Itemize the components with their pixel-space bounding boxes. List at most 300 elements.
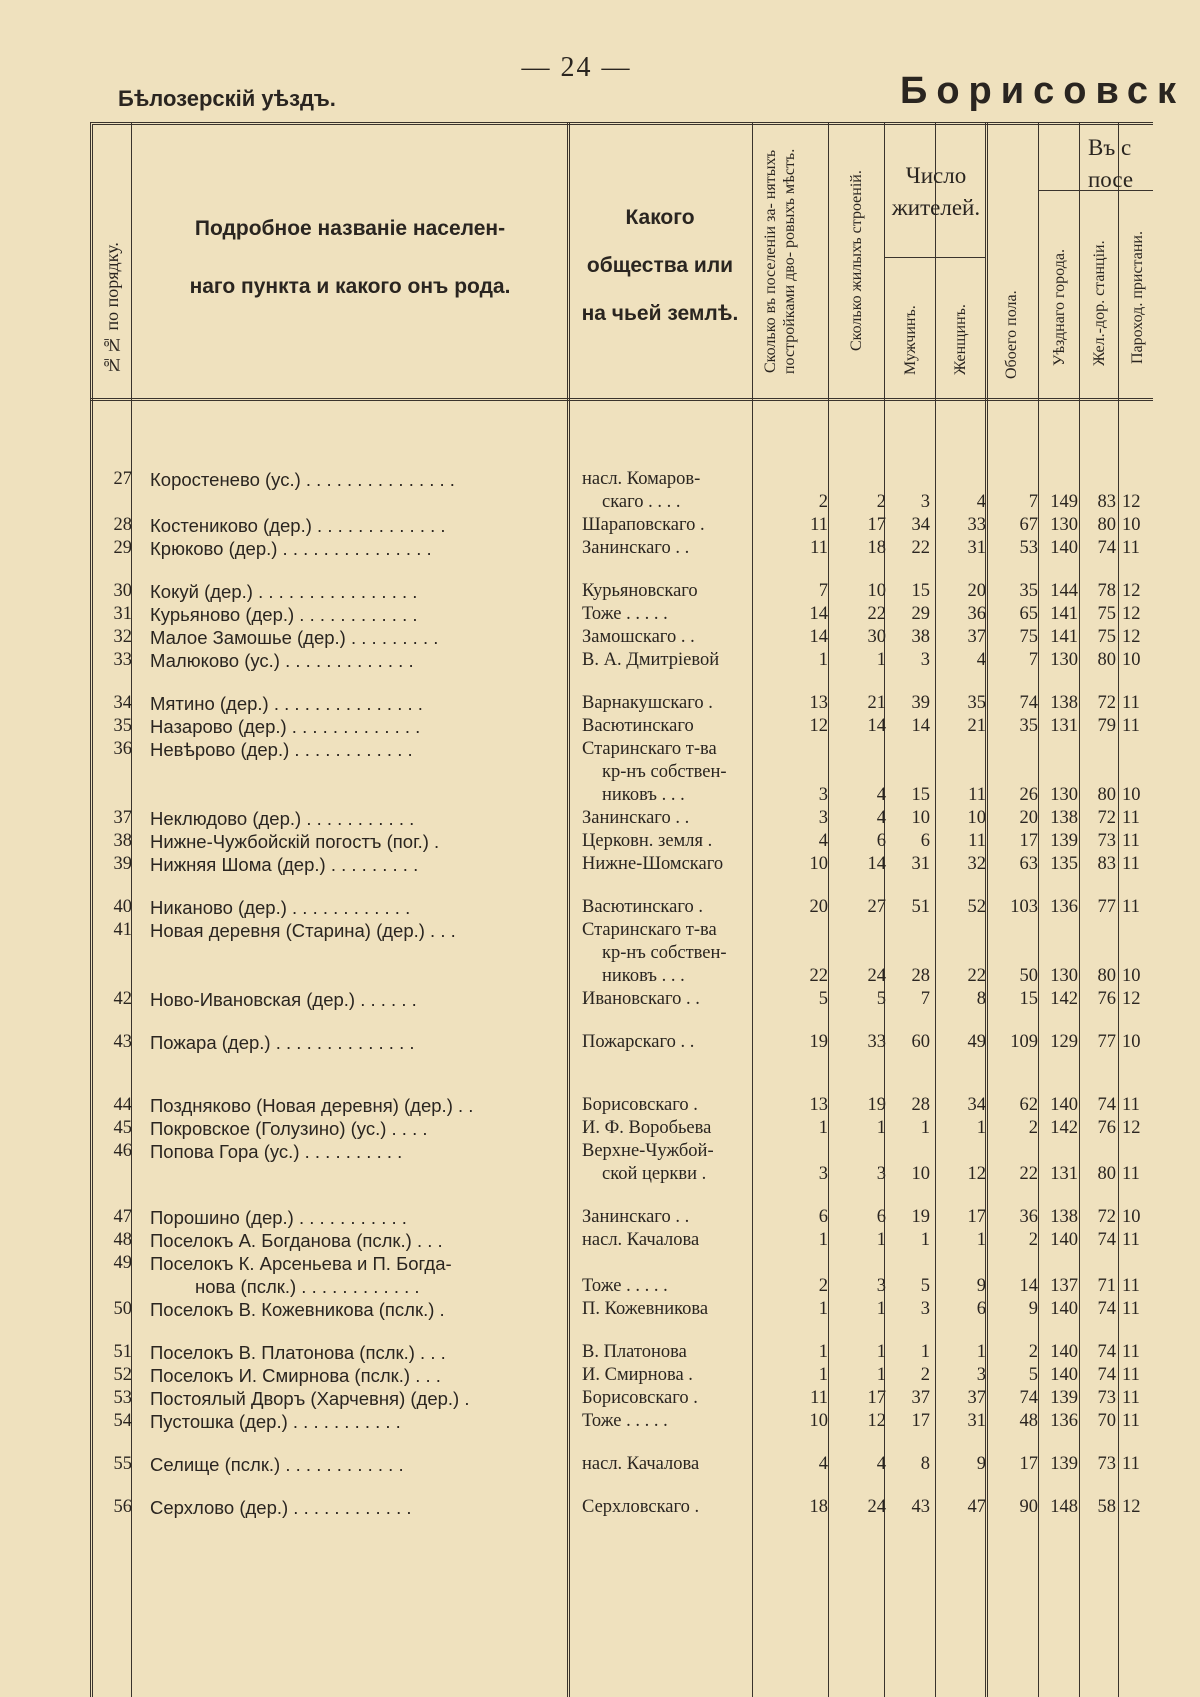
buildings-cell: 19 [867,1095,886,1115]
buildings-cell: 24 [867,966,886,986]
places-cell: 2 [818,492,828,512]
society-name: Церковн. земля . [582,831,713,851]
table-row [0,514,1153,537]
dist-rail-cell: 71 [1097,1276,1116,1296]
places-cell: 11 [810,538,828,558]
row-number: 46 [113,1141,132,1161]
dist-rail-cell: 78 [1097,581,1116,601]
table-row [0,1140,1153,1163]
table-row [0,468,1153,491]
dist-rail-cell: 76 [1097,989,1116,1009]
row-number: 42 [113,989,132,1009]
buildings-cell: 4 [876,785,886,805]
settlement-name: Нижне-Чужбойскій погостъ (пог.) . [150,831,440,852]
dist-city-cell: 136 [1050,897,1078,917]
settlement-name: Селище (пслк.) . . . . . . . . . . . . [150,1454,404,1475]
society-name: Верхне-Чужбой- [582,1141,714,1161]
dist-pier-cell: 10 [1122,785,1141,805]
dist-city-cell: 142 [1050,1118,1078,1138]
dist-city-cell: 140 [1050,538,1078,558]
row-number: 31 [113,604,132,624]
table-row [0,1252,1153,1275]
settlement-name: Крюково (дер.) . . . . . . . . . . . . . . . [150,538,432,559]
table-row [0,965,1153,988]
buildings-cell: 1 [876,1342,886,1362]
row-number: 29 [113,538,132,558]
female-cell: 37 [967,627,986,647]
male-cell: 60 [911,1032,930,1052]
row-number: 34 [113,693,132,713]
male-cell: 6 [920,831,930,851]
total-cell: 9 [1028,1299,1038,1319]
total-cell: 103 [1010,897,1038,917]
total-cell: 5 [1028,1365,1038,1385]
row-number: 36 [113,739,132,759]
dist-rail-cell: 80 [1097,515,1116,535]
dist-rail-cell: 74 [1097,1299,1116,1319]
dist-pier-cell: 11 [1122,716,1140,736]
male-cell: 19 [911,1207,930,1227]
society-name: кр-нъ собствен- [602,943,727,963]
dist-rail-cell: 80 [1097,1164,1116,1184]
table-row [0,649,1153,672]
male-cell: 8 [920,1454,930,1474]
table-row [0,1229,1153,1252]
table-row [0,1094,1153,1117]
row-number: 47 [113,1207,132,1227]
male-cell: 3 [920,1299,930,1319]
total-cell: 35 [1019,581,1038,601]
settlement-name: Поселокъ К. Арсеньева и П. Богда- [150,1253,452,1274]
society-name: Борисовскаго . [582,1095,698,1115]
table-row [0,1031,1153,1054]
table-row [0,1453,1153,1476]
dist-city-cell: 131 [1050,716,1078,736]
buildings-cell: 27 [867,897,886,917]
dist-rail-cell: 73 [1097,831,1116,851]
table-row [0,830,1153,853]
buildings-cell: 24 [867,1497,886,1517]
female-cell: 8 [976,989,986,1009]
buildings-cell: 4 [876,1454,886,1474]
female-cell: 4 [976,492,986,512]
buildings-cell: 3 [876,1276,886,1296]
district-title: Бѣлозерскій уѣздъ. [118,86,336,111]
places-cell: 4 [818,831,828,851]
society-name: никовъ . . . [602,785,685,805]
society-name: Занинскаго . . [582,538,690,558]
settlement-name: Новая деревня (Старина) (дер.) . . . [150,920,456,941]
dist-rail-cell: 83 [1097,854,1116,874]
dist-city-cell: 140 [1050,1095,1078,1115]
total-cell: 90 [1019,1497,1038,1517]
table-row [0,1496,1153,1519]
total-cell: 7 [1028,650,1038,670]
header-male: Мужчинъ. [902,305,919,375]
dist-pier-cell: 11 [1122,1388,1140,1408]
male-cell: 5 [920,1276,930,1296]
places-cell: 11 [810,1388,828,1408]
buildings-cell: 14 [867,716,886,736]
dist-pier-cell: 10 [1122,966,1141,986]
dist-city-cell: 138 [1050,1207,1078,1227]
buildings-cell: 12 [867,1411,886,1431]
total-cell: 53 [1019,538,1038,558]
dist-pier-cell: 10 [1122,1207,1141,1227]
dist-pier-cell: 10 [1122,650,1141,670]
dist-rail-cell: 72 [1097,808,1116,828]
table-row [0,603,1153,626]
female-cell: 11 [968,785,986,805]
settlement-name: Курьяново (дер.) . . . . . . . . . . . . [150,604,418,625]
places-cell: 20 [809,897,828,917]
dist-pier-cell: 11 [1122,1299,1140,1319]
female-cell: 4 [976,650,986,670]
female-cell: 21 [967,716,986,736]
dist-city-cell: 140 [1050,1342,1078,1362]
places-cell: 1 [818,1299,828,1319]
places-cell: 11 [810,515,828,535]
female-cell: 49 [967,1032,986,1052]
total-cell: 2 [1028,1342,1038,1362]
table-row [0,580,1153,603]
settlement-name: Никаново (дер.) . . . . . . . . . . . . [150,897,411,918]
female-cell: 33 [967,515,986,535]
female-cell: 9 [976,1276,986,1296]
header-dist-city: Уѣзднаго города. [1051,249,1068,367]
places-cell: 22 [809,966,828,986]
table-row [0,807,1153,830]
table-row [0,1410,1153,1433]
female-cell: 12 [967,1164,986,1184]
society-name: Замошскаго . . [582,627,695,647]
male-cell: 10 [911,808,930,828]
society-name: Ивановскаго . . [582,989,700,1009]
settlement-name: Покровское (Голузино) (ус.) . . . . [150,1118,428,1139]
dist-rail-cell: 74 [1097,1095,1116,1115]
dist-pier-cell: 12 [1122,604,1141,624]
dist-rail-cell: 74 [1097,538,1116,558]
row-number: 33 [113,650,132,670]
society-name: Старинскаго т-ва [582,920,717,940]
row-number: 43 [113,1032,132,1052]
dist-pier-cell: 11 [1122,1365,1140,1385]
row-number: 55 [113,1454,132,1474]
buildings-cell: 4 [876,808,886,828]
society-name: Борисовскаго . [582,1388,698,1408]
female-cell: 36 [967,604,986,624]
table-row [0,692,1153,715]
society-name: насл. Качалова [582,1230,700,1250]
dist-city-cell: 130 [1050,650,1078,670]
dist-rail-cell: 73 [1097,1454,1116,1474]
dist-pier-cell: 10 [1122,515,1141,535]
buildings-cell: 2 [876,492,886,512]
places-cell: 10 [809,1411,828,1431]
total-cell: 75 [1019,627,1038,647]
total-cell: 15 [1019,989,1038,1009]
dist-city-cell: 130 [1050,966,1078,986]
total-cell: 17 [1019,831,1038,851]
female-cell: 1 [976,1118,986,1138]
female-cell: 17 [967,1207,986,1227]
header-buildings: Сколько жилыхъ строеній. [848,170,865,352]
dist-city-cell: 138 [1050,808,1078,828]
total-cell: 35 [1019,716,1038,736]
dist-city-cell: 129 [1050,1032,1078,1052]
dist-pier-cell: 11 [1122,1454,1140,1474]
places-cell: 19 [809,1032,828,1052]
society-name: В. А. Дмитріевой [582,650,720,670]
total-cell: 109 [1010,1032,1038,1052]
page-number: — 24 — [521,52,632,83]
row-number: 44 [113,1095,132,1115]
society-name: И. Ф. Воробьева [582,1118,712,1138]
header-places: Сколько въ поселеніи за- нятыхъ постройками дво- ровыхъ мѣстъ. [762,148,798,374]
male-cell: 29 [911,604,930,624]
places-cell: 6 [818,1207,828,1227]
row-number: 48 [113,1230,132,1250]
male-cell: 3 [920,650,930,670]
table-row [0,1117,1153,1140]
settlement-name: Малое Замошье (дер.) . . . . . . . . . [150,627,439,648]
row-number: 53 [113,1388,132,1408]
table-row [0,919,1153,942]
settlement-name: Пустошка (дер.) . . . . . . . . . . . [150,1411,401,1432]
female-cell: 11 [968,831,986,851]
male-cell: 2 [920,1365,930,1385]
dist-city-cell: 131 [1050,1164,1078,1184]
female-cell: 10 [967,808,986,828]
society-name: Курьяновскаго [582,581,698,601]
places-cell: 13 [809,693,828,713]
male-cell: 28 [911,1095,930,1115]
settlement-name: Пожара (дер.) . . . . . . . . . . . . . . [150,1032,415,1053]
total-cell: 20 [1019,808,1038,828]
table-row [0,626,1153,649]
dist-rail-cell: 72 [1097,693,1116,713]
row-number: 38 [113,831,132,851]
dist-rail-cell: 70 [1097,1411,1116,1431]
settlement-name: Поздняково (Новая деревня) (дер.) . . [150,1095,474,1116]
dist-city-cell: 135 [1050,854,1078,874]
female-cell: 22 [967,966,986,986]
female-cell: 34 [967,1095,986,1115]
settlement-name: Порошино (дер.) . . . . . . . . . . . [150,1207,407,1228]
buildings-cell: 22 [867,604,886,624]
society-name: П. Кожевникова [582,1299,709,1319]
society-name: В. Платонова [582,1342,687,1362]
row-number: 30 [113,581,132,601]
row-number: 51 [113,1342,132,1362]
society-name: Занинскаго . . [582,808,690,828]
society-name: Тоже . . . . . [582,1276,668,1296]
header-number: №№ по порядку. [102,242,122,376]
table-row [0,491,1153,514]
male-cell: 31 [911,854,930,874]
dist-pier-cell: 11 [1122,693,1140,713]
dist-city-cell: 140 [1050,1299,1078,1319]
society-name: ской церкви . [602,1164,707,1184]
table-row [0,1298,1153,1321]
society-name: Васютинскаго [582,716,694,736]
dist-rail-cell: 72 [1097,1207,1116,1227]
female-cell: 1 [976,1342,986,1362]
dist-city-cell: 140 [1050,1230,1078,1250]
table-row [0,988,1153,1011]
row-number: 37 [113,808,132,828]
dist-rail-cell: 77 [1097,897,1116,917]
dist-rail-cell: 74 [1097,1230,1116,1250]
dist-pier-cell: 12 [1122,1118,1141,1138]
buildings-cell: 18 [867,538,886,558]
table-row [0,1341,1153,1364]
places-cell: 1 [818,650,828,670]
male-cell: 37 [911,1388,930,1408]
dist-city-cell: 148 [1050,1497,1078,1517]
settlement-name: Попова Гора (ус.) . . . . . . . . . . [150,1141,403,1162]
dist-city-cell: 140 [1050,1365,1078,1385]
settlement-name: Кокуй (дер.) . . . . . . . . . . . . . . . . [150,581,418,602]
society-name: Варнакушскаго . [582,693,713,713]
header-female: Женщинъ. [952,304,969,376]
settlement-name: Невѣрово (дер.) . . . . . . . . . . . . [150,739,413,760]
settlement-name: нова (пслк.) . . . . . . . . . . . . [195,1276,420,1297]
male-cell: 38 [911,627,930,647]
places-cell: 4 [818,1454,828,1474]
places-cell: 1 [818,1230,828,1250]
places-cell: 3 [818,785,828,805]
dist-city-cell: 136 [1050,1411,1078,1431]
dist-pier-cell: 12 [1122,581,1141,601]
male-cell: 17 [911,1411,930,1431]
total-cell: 2 [1028,1230,1038,1250]
total-cell: 14 [1019,1276,1038,1296]
buildings-cell: 1 [876,1230,886,1250]
total-cell: 63 [1019,854,1038,874]
places-cell: 1 [818,1342,828,1362]
settlement-name: Постоялый Дворъ (Харчевня) (дер.) . [150,1388,470,1409]
male-cell: 39 [911,693,930,713]
settlement-name: Мятино (дер.) . . . . . . . . . . . . . . . [150,693,423,714]
male-cell: 22 [911,538,930,558]
male-cell: 10 [911,1164,930,1184]
buildings-cell: 5 [876,989,886,1009]
header-population: Число жителей. [891,163,981,220]
dist-city-cell: 139 [1050,1388,1078,1408]
places-cell: 14 [809,627,828,647]
dist-pier-cell: 11 [1122,1095,1140,1115]
buildings-cell: 1 [876,1365,886,1385]
society-name: никовъ . . . [602,966,685,986]
society-name: Занинскаго . . [582,1207,690,1227]
places-cell: 7 [818,581,828,601]
header-distance: Въ с посе [1088,135,1134,192]
row-number: 39 [113,854,132,874]
female-cell: 47 [967,1497,986,1517]
population-subheader-line [884,257,985,258]
settlement-name: Серхлово (дер.) . . . . . . . . . . . . [150,1497,412,1518]
table-row [0,1275,1153,1298]
society-name: Пожарскаго . . [582,1032,695,1052]
places-cell: 18 [809,1497,828,1517]
total-cell: 65 [1019,604,1038,624]
dist-rail-cell: 80 [1097,650,1116,670]
row-number: 52 [113,1365,132,1385]
row-number: 49 [113,1253,132,1273]
dist-pier-cell: 11 [1122,854,1140,874]
buildings-cell: 33 [867,1032,886,1052]
dist-pier-cell: 11 [1122,808,1140,828]
dist-city-cell: 130 [1050,785,1078,805]
society-name: кр-нъ собствен- [602,762,727,782]
male-cell: 1 [920,1342,930,1362]
dist-pier-cell: 12 [1122,1497,1141,1517]
places-cell: 1 [818,1118,828,1138]
dist-rail-cell: 74 [1097,1365,1116,1385]
buildings-cell: 6 [876,831,886,851]
society-name: Шараповскаго . [582,515,705,535]
dist-rail-cell: 77 [1097,1032,1116,1052]
male-cell: 15 [911,581,930,601]
total-cell: 2 [1028,1118,1038,1138]
female-cell: 35 [967,693,986,713]
dist-pier-cell: 11 [1122,1342,1140,1362]
places-cell: 12 [809,716,828,736]
places-cell: 3 [818,808,828,828]
total-cell: 7 [1028,492,1038,512]
row-number: 56 [113,1497,132,1517]
dist-city-cell: 149 [1050,492,1078,512]
dist-pier-cell: 11 [1122,538,1140,558]
total-cell: 67 [1019,515,1038,535]
female-cell: 31 [967,538,986,558]
settlement-name: Поселокъ В. Кожевникова (пслк.) . [150,1299,445,1320]
dist-rail-cell: 80 [1097,785,1116,805]
table-row [0,761,1153,784]
header-divider [90,398,1153,401]
settlement-name: Коростенево (ус.) . . . . . . . . . . . . . . . [150,469,455,490]
buildings-cell: 10 [867,581,886,601]
dist-city-cell: 139 [1050,831,1078,851]
dist-rail-cell: 75 [1097,627,1116,647]
places-cell: 13 [809,1095,828,1115]
row-number: 54 [113,1411,132,1431]
buildings-cell: 3 [876,1164,886,1184]
places-cell: 3 [818,1164,828,1184]
dist-pier-cell: 11 [1122,1164,1140,1184]
society-name: Тоже . . . . . [582,604,668,624]
row-number: 27 [113,469,132,489]
buildings-cell: 1 [876,1118,886,1138]
buildings-cell: 1 [876,650,886,670]
row-number: 45 [113,1118,132,1138]
male-cell: 43 [911,1497,930,1517]
table-row [0,853,1153,876]
row-number: 50 [113,1299,132,1319]
female-cell: 32 [967,854,986,874]
dist-city-cell: 141 [1050,627,1078,647]
places-cell: 1 [818,1365,828,1385]
female-cell: 1 [976,1230,986,1250]
female-cell: 31 [967,1411,986,1431]
row-number: 28 [113,515,132,535]
society-name: скаго . . . . [602,492,681,512]
dist-rail-cell: 83 [1097,492,1116,512]
dist-pier-cell: 12 [1122,492,1141,512]
male-cell: 1 [920,1230,930,1250]
dist-rail-cell: 76 [1097,1118,1116,1138]
